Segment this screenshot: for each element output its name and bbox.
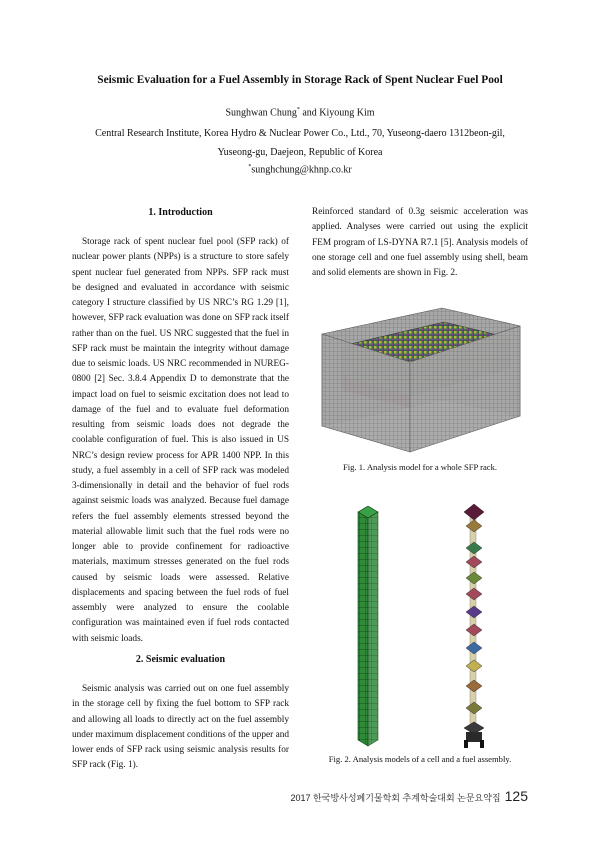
first-author: Sunghwan Chung — [225, 107, 297, 119]
seismic-text: Seismic analysis was carried out on one fuel assembly in the storage cell by fixing the fuel bottom to SFP rack and allowing all loads to directly act on the fuel assembly under maximum displacement conditions of the upper and lower ends of SFP rack using seismic analysis results for SFP rack (Fig. 1). — [72, 684, 289, 771]
seismic-heading: 2. Seismic evaluation — [135, 654, 226, 665]
right-text: Reinforced standard of 0.3g seismic acceleration was applied. Analyses were carried out using the explicit FEM program of LS-DYNA R7.1 [5]. Analysis models of one storage cell and one fuel assembly using shell, beam and solid elements are shown in Fig. 2. — [312, 207, 528, 278]
email-line — [40, 164, 560, 175]
fig2-caption: Fig. 2. Analysis models of a cell and a fuel assembly. — [328, 754, 512, 764]
footer-text: 2017 한국방사성폐기물학회 추계학술대회 논문요약집 — [290, 793, 501, 803]
fuel-assembly-figure — [458, 504, 490, 750]
intro-paragraph — [72, 235, 289, 647]
right-paragraph — [312, 205, 528, 281]
page-number: 125 — [504, 788, 528, 804]
page-footer — [291, 788, 528, 804]
email-mark: * — [248, 164, 252, 170]
affiliation — [40, 124, 560, 162]
author-line — [40, 107, 560, 118]
intro-text: Storage rack of spent nuclear fuel pool (SFP rack) of nuclear power plants (NPPs) is a structure to store safely spent nuclear fuel generated from NPPs. SFP rack must be designed and evaluated in accordance with seismic category I structure classified by US NRC’s RG 1.29 [1], however, SFP rack evaluation was done on SFP rack itself rather than on the fuel. US NRC suggested that the fuel in SFP rack must be maintain the integrity without damage due to seismic loads. US NRC recommended in NUREG-0800 [2] Sec. 3.8.4 Appendix D to demonstrate that the impact load on fuel to seismic excitation does not lead to damage of the fuel and to evaluate fuel deformation resulting from seismic loads does not degrade the coolable configuration of fuel. This is also issued in US NRC’s design review process for APR 1400 NPP. In this study, a fuel assembly in a cell of SFP rack was modeled 3-dimensionally in detail and the behavior of fuel rods against seismic loads was analyzed. Because fuel damage refers the fuel assembly elements stressed beyond the material allowable limit such that the fuel rods were no longer able to provide confinement for radioactive materials, maximum stresses generated on the fuel rods caused by seismic loads were assessed. Relative displacements and spacing between the fuel rods of fuel assembly were analyzed to ensure the coolable configuration was maintained even if fuel rods contacted with seismic loads. — [72, 237, 289, 644]
seismic-paragraph — [72, 682, 289, 774]
intro-heading: 1. Introduction — [148, 207, 213, 218]
paper-title: Seismic Evaluation for a Fuel Assembly in Storage Rack of Spent Nuclear Fuel Pool — [97, 74, 503, 86]
affiliation-line-2: Yuseong-gu, Daejeon, Republic of Korea — [217, 147, 383, 158]
corresponding-mark: * — [296, 107, 300, 113]
other-authors: and Kiyoung Kim — [299, 107, 375, 119]
email-address: sunghchung@khnp.co.kr — [251, 164, 352, 176]
storage-cell-figure — [354, 506, 382, 748]
sfp-rack-figure — [314, 296, 530, 454]
affiliation-line-1: Central Research Institute, Korea Hydro & Nuclear Power Co., Ltd., 70, Yuseong-daero 1312beon-gil, — [95, 128, 505, 139]
fig1-caption: Fig. 1. Analysis model for a whole SFP rack. — [342, 462, 498, 472]
